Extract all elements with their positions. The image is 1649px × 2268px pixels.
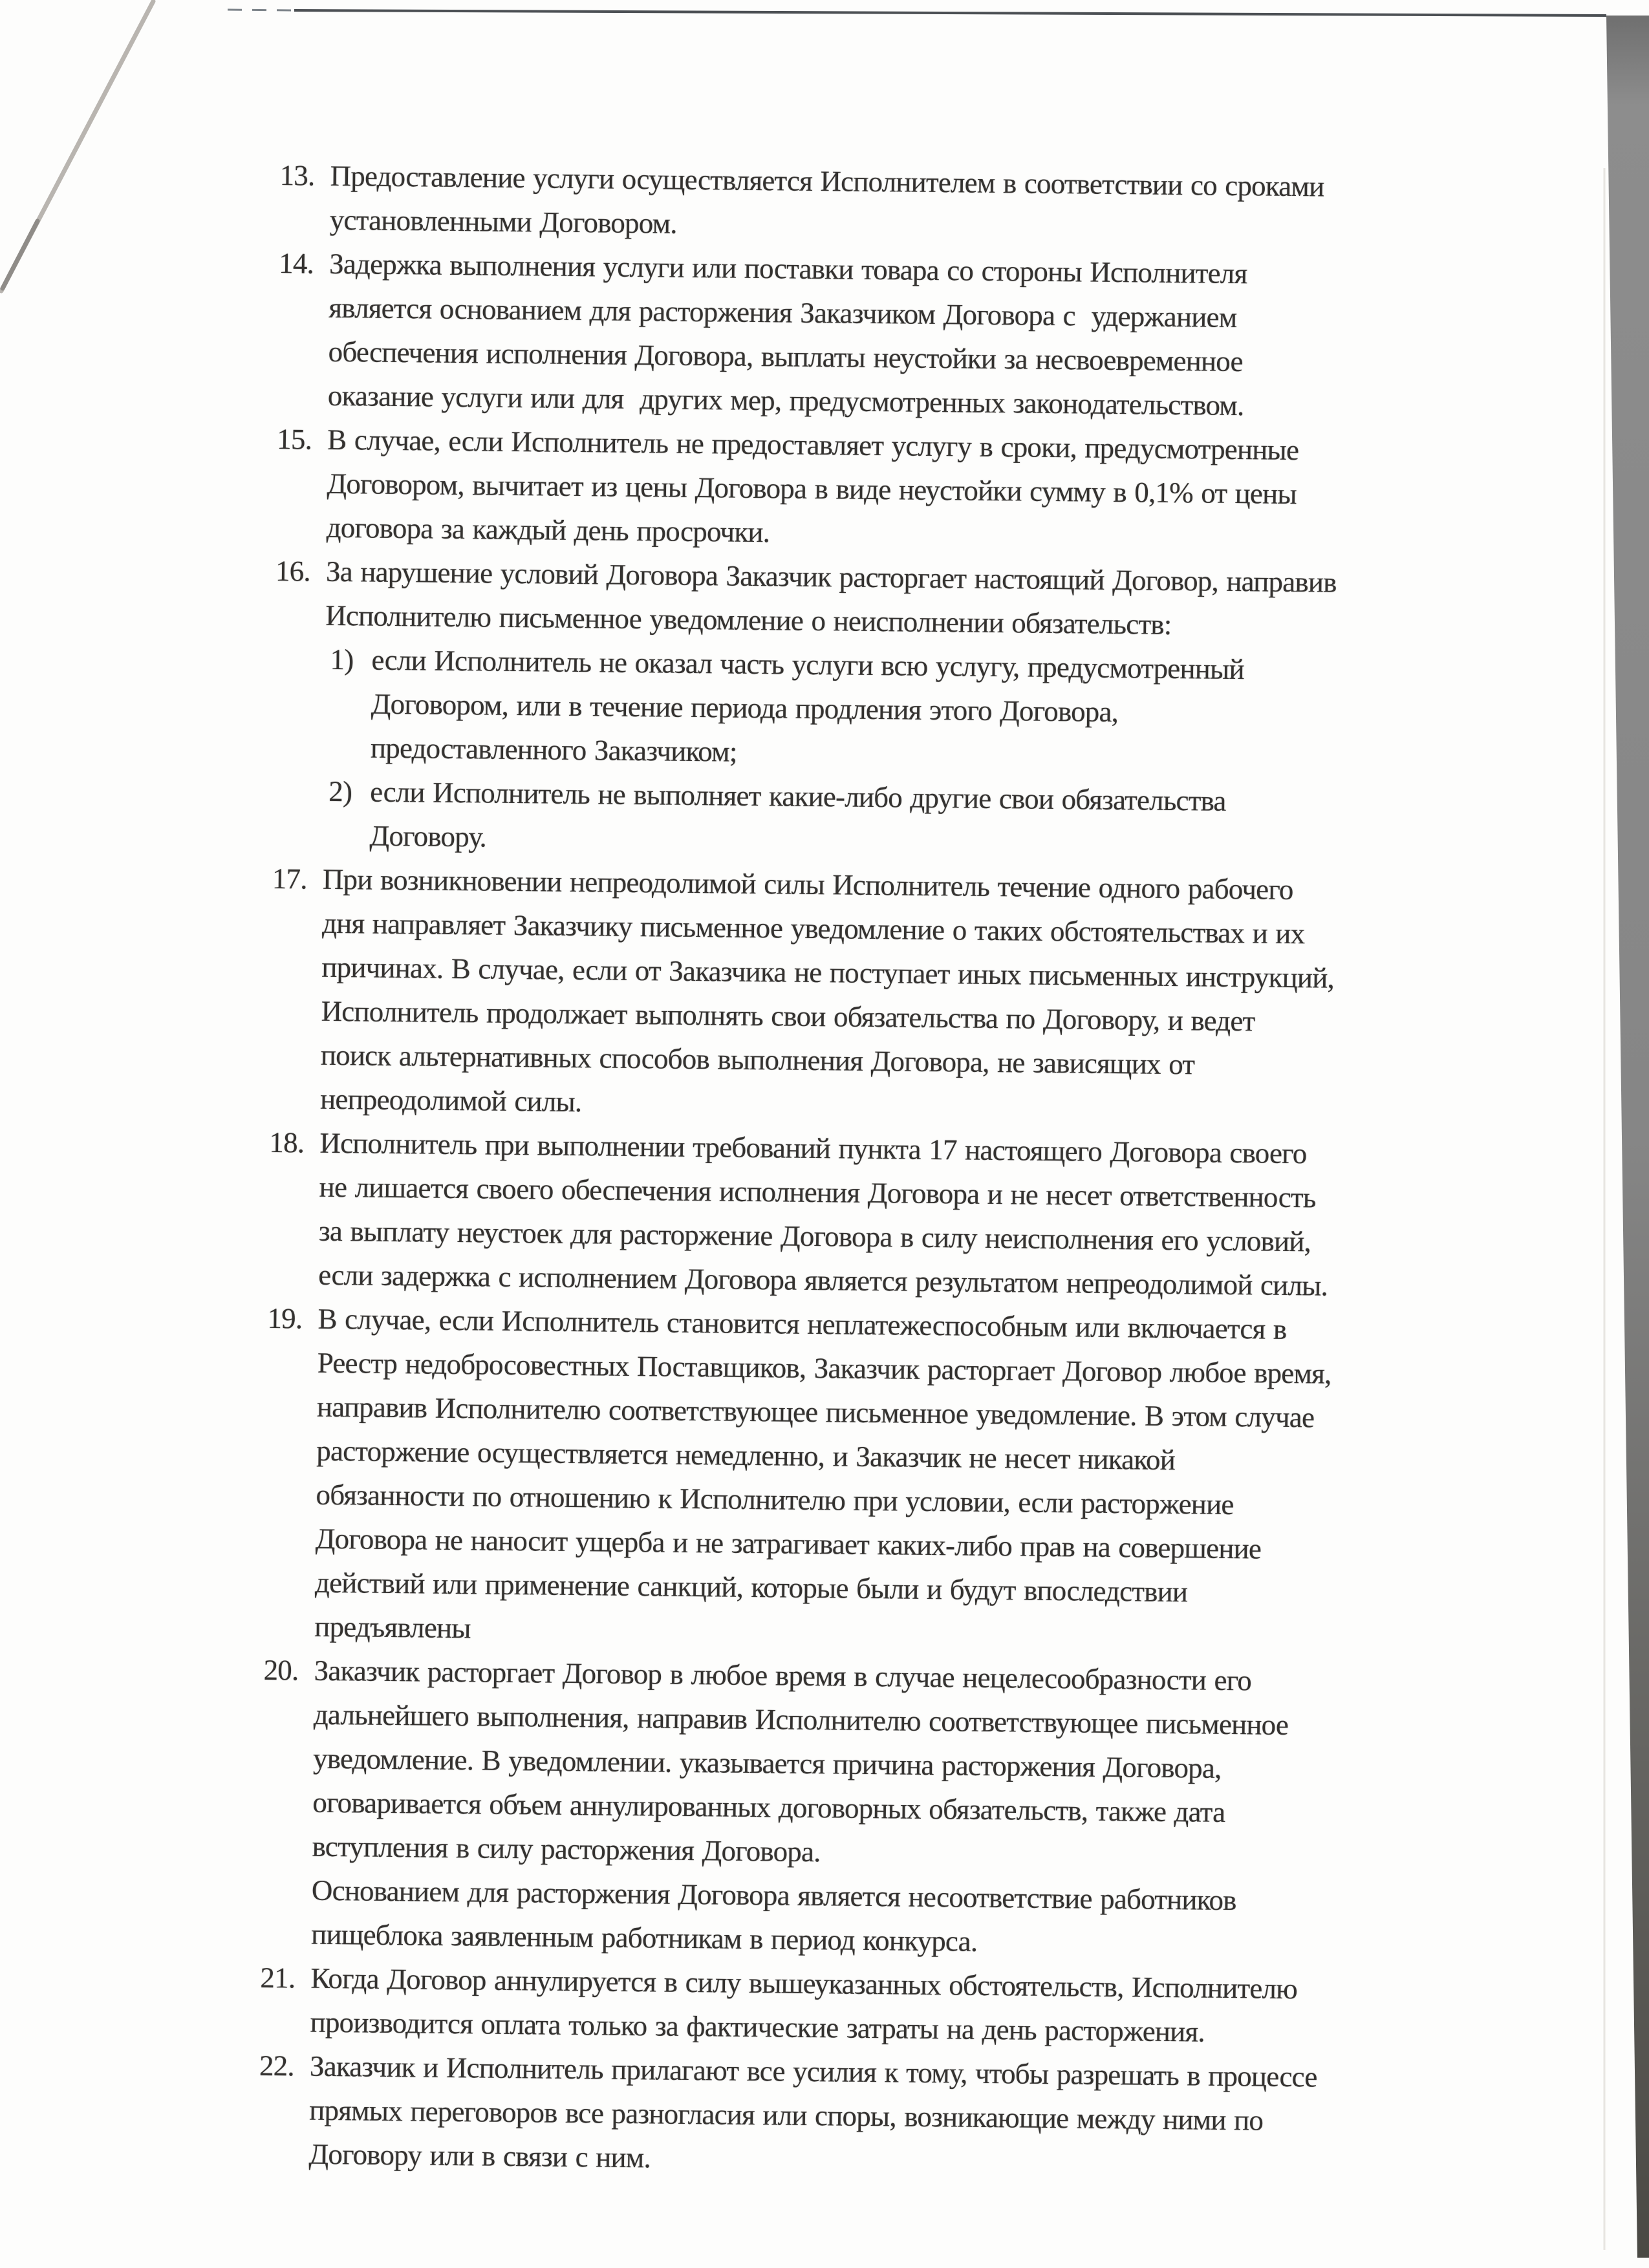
clause-number: 18.: [269, 1126, 305, 1159]
clause-number: 21.: [260, 1961, 296, 1995]
clause-number: 20.: [263, 1653, 299, 1687]
clause-text: Заказчик и Исполнитель прилагают все усилия к тому, чтобы разрешать в процессе прямых переговоров все разногласия или споры, возникающие между ними по Договору или в связи с ним.: [308, 2049, 1317, 2174]
clause-number: 16.: [275, 554, 311, 588]
scratch-line: [1, 1, 153, 291]
clause-text: Задержка выполнения услуги или поставки товара со стороны Исполнителя является основанием для расторжения Заказчиком Договора с удержанием обеспечения исполнения Договора, выплаты неустойки за несвоевременное оказание услуги или для других мер, предусмотренных законодательством.: [327, 247, 1247, 422]
clause-16: [272, 549, 1575, 871]
subclause-number: 2): [329, 775, 352, 808]
clause-text: При возникновении непреодолимой силы Исполнитель течение одного рабочего дня направляет Заказчику письменное уведомление о таких обстоятельствах и их причинах. В случае, если от Заказчика не поступает иных письменных инструкций, Исполнитель продолжает выполнять свои обязательства по Договору, и ведет поиск альтернативных способов выполнения Договора, не зависящих от непреодолимой силы.: [319, 862, 1335, 1118]
clause-text: Исполнитель при выполнении требований пункта 17 настоящего Договора своего не лишается своего обеспечения исполнения Договора и не несет ответственность за выплату неустоек для расторжение Договора в силу неисполнения его условий, если задержка с исполнением Договора является результатом непреодолимой силы.: [318, 1126, 1328, 1302]
clause-15: [275, 417, 1577, 563]
clause-text: Когда Договор аннулируется в силу вышеуказанных обстоятельств, Исполнителю производится оплата только за фактические затраты на день расторжения.: [310, 1962, 1298, 2048]
clause-22: [258, 2044, 1559, 2190]
clause-number: 22.: [259, 2049, 295, 2082]
contract-clauses: [258, 153, 1580, 2190]
clause-number: 17.: [272, 862, 307, 895]
subclause-number: 1): [330, 643, 354, 676]
page-top-edge-line: [294, 10, 1606, 16]
clause-number: 15.: [276, 422, 312, 456]
clause-20: [261, 1648, 1564, 1970]
clause-21: [259, 1956, 1560, 2058]
clause-number: 19.: [267, 1301, 303, 1335]
clause-13: [279, 153, 1580, 255]
clause-17: [270, 857, 1572, 1135]
clause-text: В случае, если Исполнитель становится неплатежеспособным или включается в Реестр недобросовестных Поставщиков, Заказчик расторгает Договор любое время, направив Исполнителю соответствующее письменное уведомление. В этом случае расторжение осуществляется немедленно, и Заказчик не несет никакой обязанности по отношению к Исполнителю при условии, если расторжение Договора не наносит ущерба и не затрагивает каких-либо прав на совершение действий или применение санкций, которые были и будут впоследствии предъявлены: [314, 1302, 1331, 1645]
subclause-text: если Исполнитель не оказал часть услуги всю услугу, предусмотренный Договором, или в течение периода продления этого Договора, предоставленного Заказчиком;: [370, 643, 1245, 768]
scratch-line-dark-tip: [3, 221, 38, 288]
clause-16-sublist: [328, 637, 1575, 871]
clause-19: [264, 1296, 1568, 1662]
clause-extra-paragraph: Основанием для расторжения Договора является несоответствие работников пищеблока заявленным работникам в период конкурса.: [310, 1874, 1236, 1958]
clause-number: 14.: [278, 246, 314, 280]
clause-14: [277, 241, 1579, 431]
scanner-background-band: [1606, 16, 1649, 2258]
subclause-1: [329, 637, 1575, 783]
clause-text: За нарушение условий Договора Заказчик расторгает настоящий Договор, направив Исполнителю письменное уведомление о неисполнении обязательств:: [325, 555, 1337, 641]
clause-18: [268, 1120, 1569, 1311]
subclause-2: [328, 769, 1573, 871]
clause-text: Заказчик расторгает Договор в любое время в случае нецелесообразности его дальнейшего выполнения, направив Исполнителю соответствующее письменное уведомление. В уведомлении. указывается причина расторжения Договора, оговаривается объем аннулированных договорных обязательств, также дата вступления в силу расторжения Договора.: [312, 1654, 1289, 1868]
clause-number: 13.: [279, 158, 315, 192]
clause-text: Предоставление услуги осуществляется Исполнителем в соответствии со сроками установленными Договором.: [329, 159, 1324, 240]
subclause-text: если Исполнитель не выполняет какие-либо другие свои обязательства Договору.: [369, 775, 1226, 853]
clause-text: В случае, если Исполнитель не предоставляет услугу в сроки, предусмотренные Договором, вычитает из цены Договора в виде неустойки сумму в 0,1% от цены договора за каждый день просрочки.: [326, 423, 1299, 549]
